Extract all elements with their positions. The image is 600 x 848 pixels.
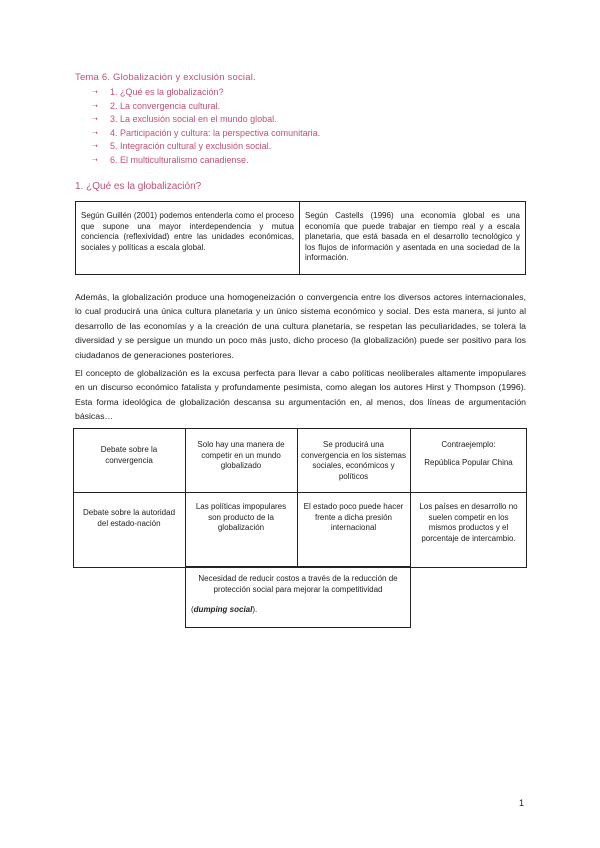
arrow-bullet-icon: ➝ — [92, 156, 98, 164]
section-heading: 1. ¿Qué es la globalización? — [75, 181, 202, 192]
toc-item-5[interactable] — [92, 140, 320, 154]
cell-unpopular-policies: Las políticas impopulares son producto de la globalización — [195, 502, 287, 532]
arrow-bullet-icon: ➝ — [92, 143, 98, 150]
arrow-bullet-icon: ➝ — [92, 102, 98, 110]
cell-reduce-costs: Necesidad de reducir costos a través de la reducción de protección social para mejorar la competitividad — [198, 574, 398, 594]
cell-convergence-systems: Se producirá una convergencia en los sistemas sociales, económicos y políticos — [301, 440, 406, 481]
cell-competition: Solo hay una manera de competir en un mundo globalizado — [197, 440, 285, 470]
arrow-bullet-icon: ➝ — [92, 89, 98, 96]
paren-open: ( — [191, 605, 194, 614]
page-number: 1 — [519, 798, 525, 808]
row-label-authority: Debate sobre la autoridad del estado-nación — [82, 508, 176, 528]
cell-state-pressure: El estado poco puede hacer frente a dicha presión internacional — [303, 502, 404, 532]
toc-title: Tema 6. Globalización y exclusión social. — [75, 72, 256, 83]
cell-dumping-social — [185, 605, 411, 616]
cell-counterexample-label: Contraejemplo: — [441, 440, 496, 449]
paragraph-homogeneization: Además, la globalización produce una homogeneización o convergencia entre los diversos actores internacionales, lo cual producirá una única cultura planetaria y un único sistema económico y social. Des esta manera, si junto al desarrollo de las economías y a la creación de una cultura planetaria, se respetan las peculiaridades, se tolera la diversidad y se persigue un mundo un poco más justo, dicho proceso (la globalización) puede ser positivo para los ciudadanos de generaciones posteriores. — [75, 292, 526, 360]
table-of-contents — [92, 86, 320, 167]
row-divider — [73, 492, 527, 493]
toc-item-3[interactable] — [92, 113, 320, 127]
toc-item-4[interactable] — [92, 127, 320, 141]
cell-developing-countries: Los países en desarrollo no suelen competir en los mismos productos y el porcentaje de intercambio. — [419, 502, 518, 543]
definitions-table — [75, 201, 526, 275]
row-label-convergence: Debate sobre la convergencia — [100, 445, 158, 465]
toc-item-1[interactable] — [92, 86, 320, 100]
paragraph-concept: El concepto de globalización es la excusa perfecta para llevar a cabo políticas neoliberales altamente impopulares en un discurso económico fatalista y profundamente pesimista, como alegan los autores Hirst y Thompson (1996). Esta forma ideológica de globalización descansa su argumentación en, al menos, dos líneas de argumentación básicas… — [75, 368, 526, 422]
toc-item-label: 2. La convergencia cultural. — [110, 100, 221, 111]
definition-castells: Según Castells (1996) una economía global es una economía que puede trabajar en tiempo real y a escala planetaria, que está basada en el desarrollo tecnológico y los flujos de información y asentada en una sociedad de la información. — [305, 211, 520, 263]
toc-item-label: 5. Integración cultural y exclusión social. — [110, 141, 272, 151]
toc-item-label: 6. El multiculturalismo canadiense. — [110, 154, 249, 165]
paren-close: ). — [252, 605, 258, 614]
toc-item-label: 3. La exclusión social en el mundo global. — [110, 114, 277, 124]
toc-item-2[interactable] — [92, 100, 320, 114]
arrow-bullet-icon: ➝ — [92, 129, 98, 137]
toc-item-label: 1. ¿Qué es la globalización? — [110, 87, 224, 97]
arrow-bullet-icon: ➝ — [92, 116, 98, 123]
toc-item-label: 4. Participación y cultura: la perspectiva comunitaria. — [110, 127, 321, 138]
definition-guillen: Según Guillén (2001) podemos entenderla como el proceso que supone una mayor interdependencia y mutua conciencia (reflexividad) entre las unidades económicas, sociales y políticas a escala global. — [76, 202, 300, 274]
dumping-social-term: dumping social — [193, 605, 253, 614]
toc-item-6[interactable] — [92, 154, 320, 168]
cell-counterexample-china: República Popular China — [424, 458, 513, 467]
